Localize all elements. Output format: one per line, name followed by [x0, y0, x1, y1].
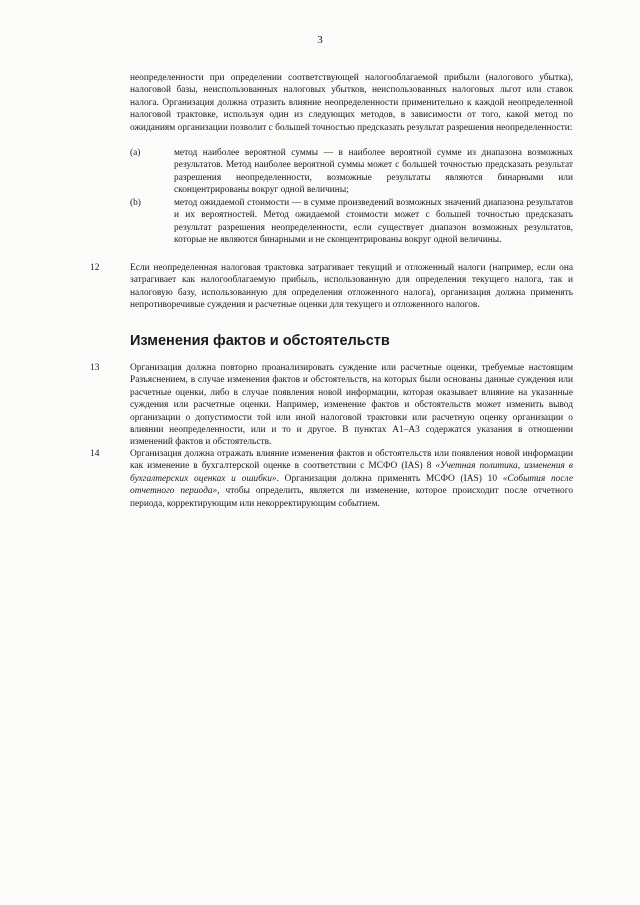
intro-paragraph: неопределенности при определении соответствующей налогооблагаемой прибыли (налогового убытка), налоговой базы, неиспользованных налоговых убытков, неиспользованных налоговых льгот или ставок налога. Организация должна отразить влияние неопределенности применительно к каждой неопределенной налоговой трактовке, используя один из следующих методов, в зависимости от того, какой метод по ожиданиям организации позволит с большей точностью предсказать результат разрешения неопределенности: — [130, 73, 573, 133]
section-heading: Изменения фактов и обстоятельств — [130, 333, 390, 349]
paragraph-text — [130, 448, 573, 510]
page-number: 3 — [317, 34, 323, 46]
paragraph-text: Организация должна повторно проанализировать суждение или расчетные оценки, требуемые настоящим Разъяснением, в случае изменения фактов и обстоятельств, на которых были основаны данные суждения или расчетные оценки, либо в случае появления новой информации, которая оказывает влияние на указанные суждения или расчетные оценки. Например, изменение фактов и обстоятельств может изменить вывод организации о допустимости той или иной налоговой трактовки или расчетную оценку организации о влиянии неопределенности, или и то и другое. В пунктах А1–А3 содержатся указания в отношении изменений фактов и обстоятельств. — [130, 363, 573, 448]
paragraph-number: 14 — [90, 449, 100, 459]
text-run: , чтобы определить, является ли изменение, которое происходит после отчетного периода, корректирующим или некорректирующим событием. — [130, 486, 574, 509]
ias10-title: «События после отчетного периода» — [130, 473, 574, 497]
paragraph-text: Если неопределенная налоговая трактовка затрагивает текущий и отложенный налоги (например, если она затрагивает как налогооблагаемую прибыль, использованную для определения текущего налога, так и налоговую базу, использованную для определения отложенного налога), организация должна применять непротиворечивые суждения и расчетные оценки для текущего и отложенного налогов. — [130, 263, 573, 311]
paragraph-number: 12 — [90, 263, 100, 273]
list-text: метод ожидаемой стоимости — в сумме произведений возможных значений диапазона результатов и их вероятностей. Метод ожидаемой стоимости может с большей точностью предсказать результат разрешения неопределенности, если существует диапазон возможных результатов, которые не являются бинарными и не сконцентрированы вокруг одной величины. — [174, 198, 573, 246]
list-marker: (a) — [130, 148, 141, 158]
list-marker: (b) — [130, 198, 141, 208]
list-text: метод наиболее вероятной суммы — в наиболее вероятной сумме из диапазона возможных результатов. Метод наиболее вероятной суммы может с большей точностью предсказать результат разрешения неопределенности, возможные результаты являются бинарными или сконцентрированы вокруг одной величины; — [174, 148, 573, 196]
text-run: Организация должна отражать влияние изменения фактов и обстоятельств или появления новой информации как изменение в бухгалтерской оценке в соответствии с МСФО (IAS) 8 — [130, 449, 573, 472]
ias8-title: «Учетная политика, изменения в бухгалтерских оценках и ошибки» — [130, 461, 573, 484]
text-run: . Организация должна применять МСФО (IAS) 10 — [276, 473, 503, 484]
paragraph-number: 13 — [90, 363, 100, 373]
